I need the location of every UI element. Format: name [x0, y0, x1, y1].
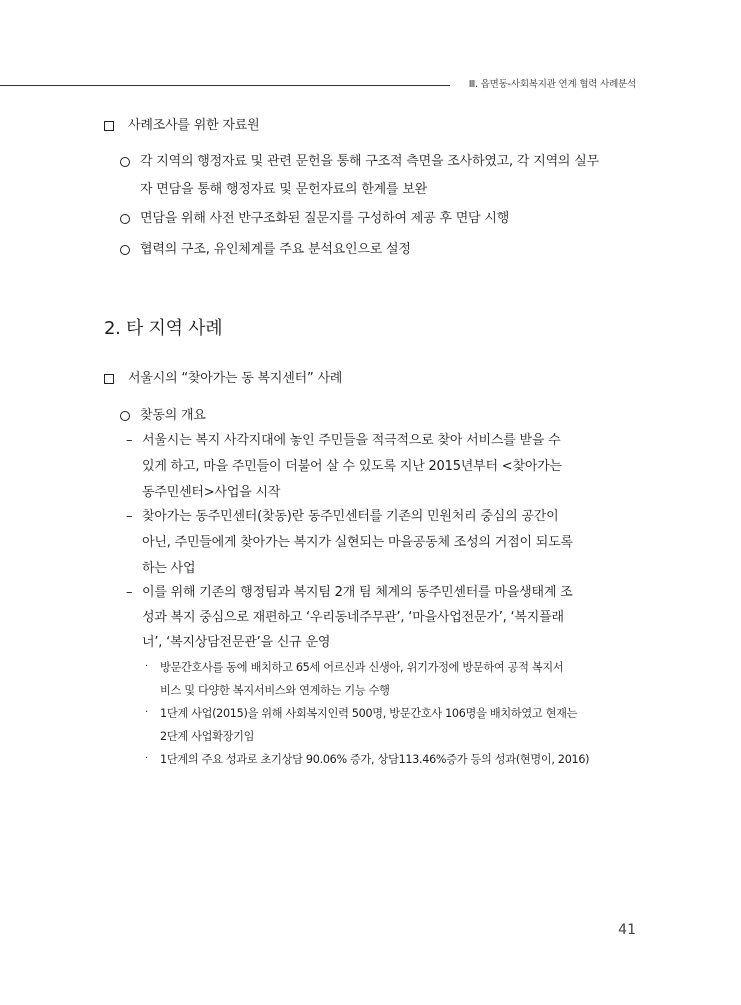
dash-item-2-line2: 아닌, 주민들에게 찾아가는 복지가 실현되는 마을공동체 조성의 거점이 되도록 — [142, 535, 573, 550]
materials-item-1-line1: 각 지역의 행정자료 및 관련 문헌을 통해 구조적 측면을 조사하였고, 각 지역의 실무 — [140, 154, 599, 169]
circle-bullet-icon — [120, 214, 130, 224]
dot-bullet-icon: · — [145, 753, 149, 764]
dash-bullet-icon: – — [126, 433, 133, 448]
materials-item-1-line2: 자 면담을 통해 행정자료 및 문헌자료의 한계를 보완 — [140, 182, 428, 197]
square-bullet-icon — [104, 374, 114, 384]
dash-bullet-icon: – — [126, 509, 133, 524]
circle-bullet-icon — [120, 411, 130, 421]
circle-bullet-icon — [120, 157, 130, 167]
dash-item-1-line1: 서울시는 복지 사각지대에 놓인 주민들을 적극적으로 찾아 서비스를 받을 수 — [142, 433, 561, 448]
dash-item-2-line3: 하는 사업 — [142, 561, 196, 576]
dot-bullet-icon: · — [145, 707, 149, 718]
square-bullet-icon — [104, 121, 114, 131]
dot-item-1-line1: 방문간호사를 동에 배치하고 65세 어르신과 신생아, 위기가정에 방문하여 공적 복지서 — [160, 661, 564, 674]
dash-bullet-icon: – — [126, 585, 133, 600]
dash-item-3-line1: 이를 위해 기존의 행정팀과 복지팀 2개 팀 체계의 동주민센터를 마을생태계 조 — [142, 585, 573, 600]
dot-item-1-line2: 비스 및 다양한 복지서비스와 연계하는 기능 수행 — [160, 684, 390, 697]
dot-item-2-line1: 1단계 사업(2015)을 위해 사회복지인력 500명, 방문간호사 106명을 배치하였고 현재는 — [160, 707, 578, 720]
materials-item-2: 면담을 위해 사전 반구조화된 질문지를 구성하여 제공 후 면담 시행 — [140, 211, 510, 226]
section-heading-materials: 사례조사를 위한 자료원 — [128, 118, 260, 133]
dash-item-1-line3: 동주민센터>사업을 시작 — [142, 485, 281, 500]
dash-item-3-line3: 너’, ‘복지상담전문관’을 신규 운영 — [142, 635, 331, 650]
dash-item-2-line1: 찾아가는 동주민센터(찾동)란 동주민센터를 기존의 민원처리 중심의 공간이 — [142, 509, 559, 524]
dash-item-1-line2: 있게 하고, 마을 주민들이 더불어 살 수 있도록 지난 2015년부터 <찾아가는 — [142, 459, 562, 474]
circle-bullet-icon — [120, 245, 130, 255]
running-title: Ⅲ. 읍면동-사회복지관 연계 협력 사례분석 — [468, 79, 636, 90]
section-title: 2. 타 지역 사례 — [104, 318, 223, 339]
page-number: 41 — [618, 922, 636, 938]
dot-item-3-line1: 1단계의 주요 성과로 초기상담 90.06% 증가, 상담113.46%증가 등의 성과(현명이, 2016) — [160, 753, 590, 766]
dot-item-2-line2: 2단계 사업확장기임 — [160, 730, 255, 743]
dot-bullet-icon: · — [145, 661, 149, 672]
overview-label: 찾동의 개요 — [140, 408, 206, 423]
materials-item-3: 협력의 구조, 유인체계를 주요 분석요인으로 설정 — [140, 242, 411, 257]
dash-item-3-line2: 성과 복지 중심으로 재편하고 ‘우리동네주무관’, ‘마을사업전문가’, ‘복지플래 — [142, 610, 564, 625]
case-heading: 서울시의 “찾아가는 동 복지센터” 사례 — [128, 371, 343, 386]
header-rule — [0, 85, 450, 86]
